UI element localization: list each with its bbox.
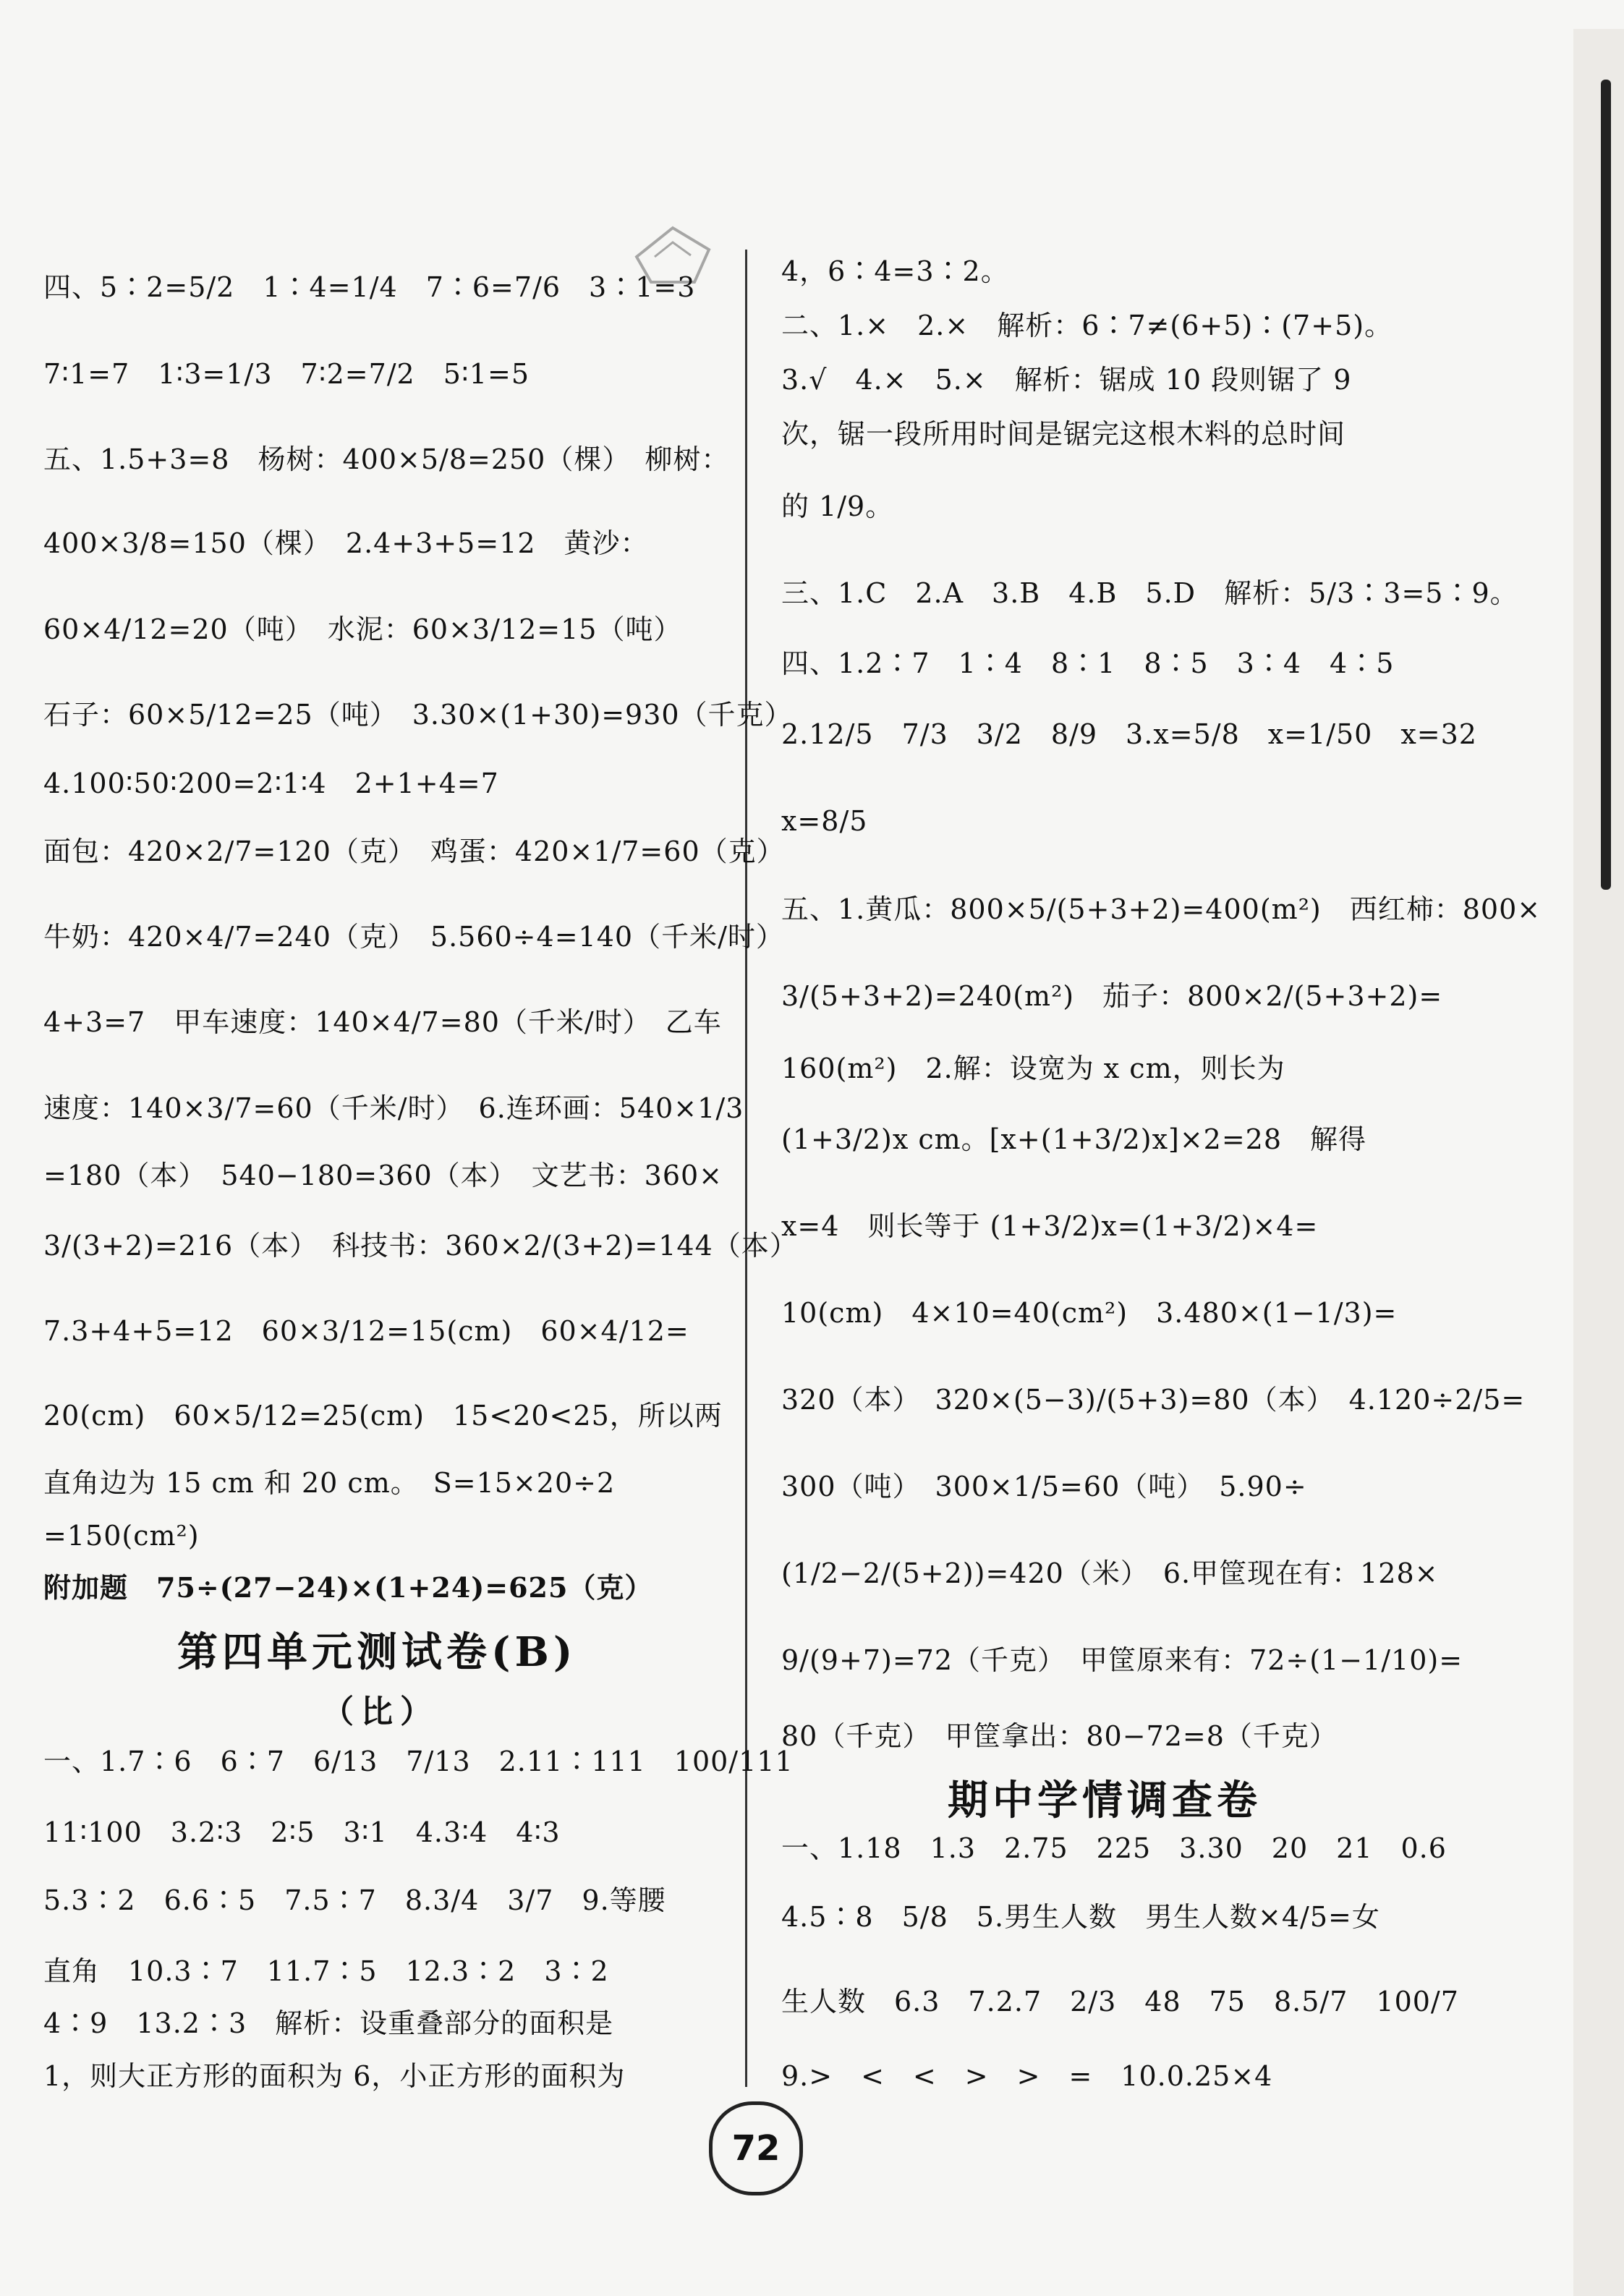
answer-line: x=4 则长等于 (1+3/2)x=(1+3/2)×4= (781, 1210, 1319, 1242)
answer-line: 4.5∶8 5/8 5.男生人数 男生人数×4/5=女 (781, 1901, 1380, 1933)
answer-line: 生人数 6.3 7.2.7 2/3 48 75 8.5/7 100/7 (781, 1986, 1459, 2017)
answer-line: 次，锯一段所用时间是锯完这根木料的总时间 (781, 418, 1346, 450)
answer-line: 直角边为 15 cm 和 20 cm。 S=15×20÷2 (43, 1467, 616, 1499)
bonus-question-line: 附加题 75÷(27−24)×(1+24)=625（克） (43, 1571, 653, 1604)
answer-line: 一、1.7∶6 6∶7 6/13 7/13 2.11∶111 100/111 (43, 1746, 794, 1777)
answer-line: 7.3+4+5=12 60×3/12=15(cm) 60×4/12= (43, 1315, 689, 1347)
answer-line: 4，6∶4=3∶2。 (781, 255, 1009, 287)
page-number: 72 (709, 2101, 803, 2195)
page-edge-shadow (1573, 29, 1624, 2296)
answer-line: x=8/5 (781, 805, 868, 837)
answer-line: 四、5∶2=5/2 1∶4=1/4 7∶6=7/6 3∶1=3 (43, 271, 696, 303)
answer-line: =150(cm²) (43, 1520, 200, 1552)
answer-line: 2.12/5 7/3 3/2 8/9 3.x=5/8 x=1/50 x=32 (781, 718, 1477, 750)
answer-line: 一、1.18 1.3 2.75 225 3.30 20 21 0.6 (781, 1832, 1447, 1864)
answer-line: 20(cm) 60×5/12=25(cm) 15<20<25，所以两 (43, 1400, 723, 1432)
answer-line: 石子：60×5/12=25（吨） 3.30×(1+30)=930（千克） (43, 699, 793, 731)
answer-line: 80（千克） 甲筐拿出：80−72=8（千克） (781, 1720, 1338, 1752)
answer-line: 9/(9+7)=72（千克） 甲筐原来有：72÷(1−1/10)= (781, 1644, 1463, 1676)
answer-line: 面包：420×2/7=120（克） 鸡蛋：420×1/7=60（克） (43, 836, 785, 867)
answer-line: 4∶9 13.2∶3 解析：设重叠部分的面积是 (43, 2007, 614, 2039)
answer-line: 三、1.C 2.A 3.B 4.B 5.D 解析：5/3∶3=5∶9。 (781, 577, 1518, 609)
answer-line: 速度：140×3/7=60（千米/时） 6.连环画：540×1/3 (43, 1092, 744, 1124)
section-title: 期中学情调查卷 (948, 1777, 1262, 1824)
answer-line: 10(cm) 4×10=40(cm²) 3.480×(1−1/3)= (781, 1297, 1398, 1329)
answer-line: 320（本） 320×(5−3)/(5+3)=80（本） 4.120÷2/5= (781, 1384, 1526, 1416)
answer-line: 四、1.2∶7 1∶4 8∶1 8∶5 3∶4 4∶5 (781, 647, 1395, 679)
answer-line: 的 1/9。 (781, 490, 894, 522)
answer-line: 直角 10.3∶7 11.7∶5 12.3∶2 3∶2 (43, 1955, 609, 1987)
answer-line: 7∶1=7 1∶3=1/3 7∶2=7/2 5∶1=5 (43, 358, 530, 390)
answer-line: 9.> < < > > = 10.0.25×4 (781, 2060, 1273, 2092)
answer-line: =180（本） 540−180=360（本） 文艺书：360× (43, 1160, 723, 1191)
answer-line: 牛奶：420×4/7=240（克） 5.560÷4=140（千米/时） (43, 921, 784, 953)
answer-line: (1/2−2/(5+2))=420（米） 6.甲筐现在有：128× (781, 1557, 1439, 1589)
answer-line: 4+3=7 甲车速度：140×4/7=80（千米/时） 乙车 (43, 1006, 722, 1038)
answer-line: 五、1.5+3=8 杨树：400×5/8=250（棵） 柳树： (43, 443, 730, 475)
answer-line: 二、1.× 2.× 解析：6∶7≠(6+5)∶(7+5)。 (781, 310, 1393, 341)
answer-line: 60×4/12=20（吨） 水泥：60×3/12=15（吨） (43, 613, 682, 645)
answer-line: 1，则大正方形的面积为 6，小正方形的面积为 (43, 2060, 626, 2092)
section-title: 第四单元测试卷(B) (177, 1628, 577, 1676)
answer-line: 五、1.黄瓜：800×5/(5+3+2)=400(m²) 西红柿：800× (781, 893, 1542, 925)
answer-line: (1+3/2)x cm。[x+(1+3/2)x]×2=28 解得 (781, 1123, 1367, 1155)
binding-edge (1601, 80, 1611, 890)
answer-line: 160(m²) 2.解：设宽为 x cm，则长为 (781, 1053, 1285, 1084)
answer-line: 3/(5+3+2)=240(m²) 茄子：800×2/(5+3+2)= (781, 980, 1443, 1012)
answer-line: 3/(3+2)=216（本） 科技书：360×2/(3+2)=144（本） (43, 1230, 798, 1262)
column-divider (745, 250, 747, 2087)
answer-line: 3.√ 4.× 5.× 解析：锯成 10 段则锯了 9 (781, 364, 1352, 396)
answer-line: 4.100∶50∶200=2∶1∶4 2+1+4=7 (43, 768, 499, 799)
answer-line: 300（吨） 300×1/5=60（吨） 5.90÷ (781, 1471, 1307, 1502)
answer-line: 11∶100 3.2∶3 2∶5 3∶1 4.3∶4 4∶3 (43, 1816, 561, 1848)
answer-line: 400×3/8=150（棵） 2.4+3+5=12 黄沙： (43, 527, 649, 559)
section-subtitle: （比） (322, 1693, 439, 1730)
answer-line: 5.3∶2 6.6∶5 7.5∶7 8.3/4 3/7 9.等腰 (43, 1884, 666, 1916)
